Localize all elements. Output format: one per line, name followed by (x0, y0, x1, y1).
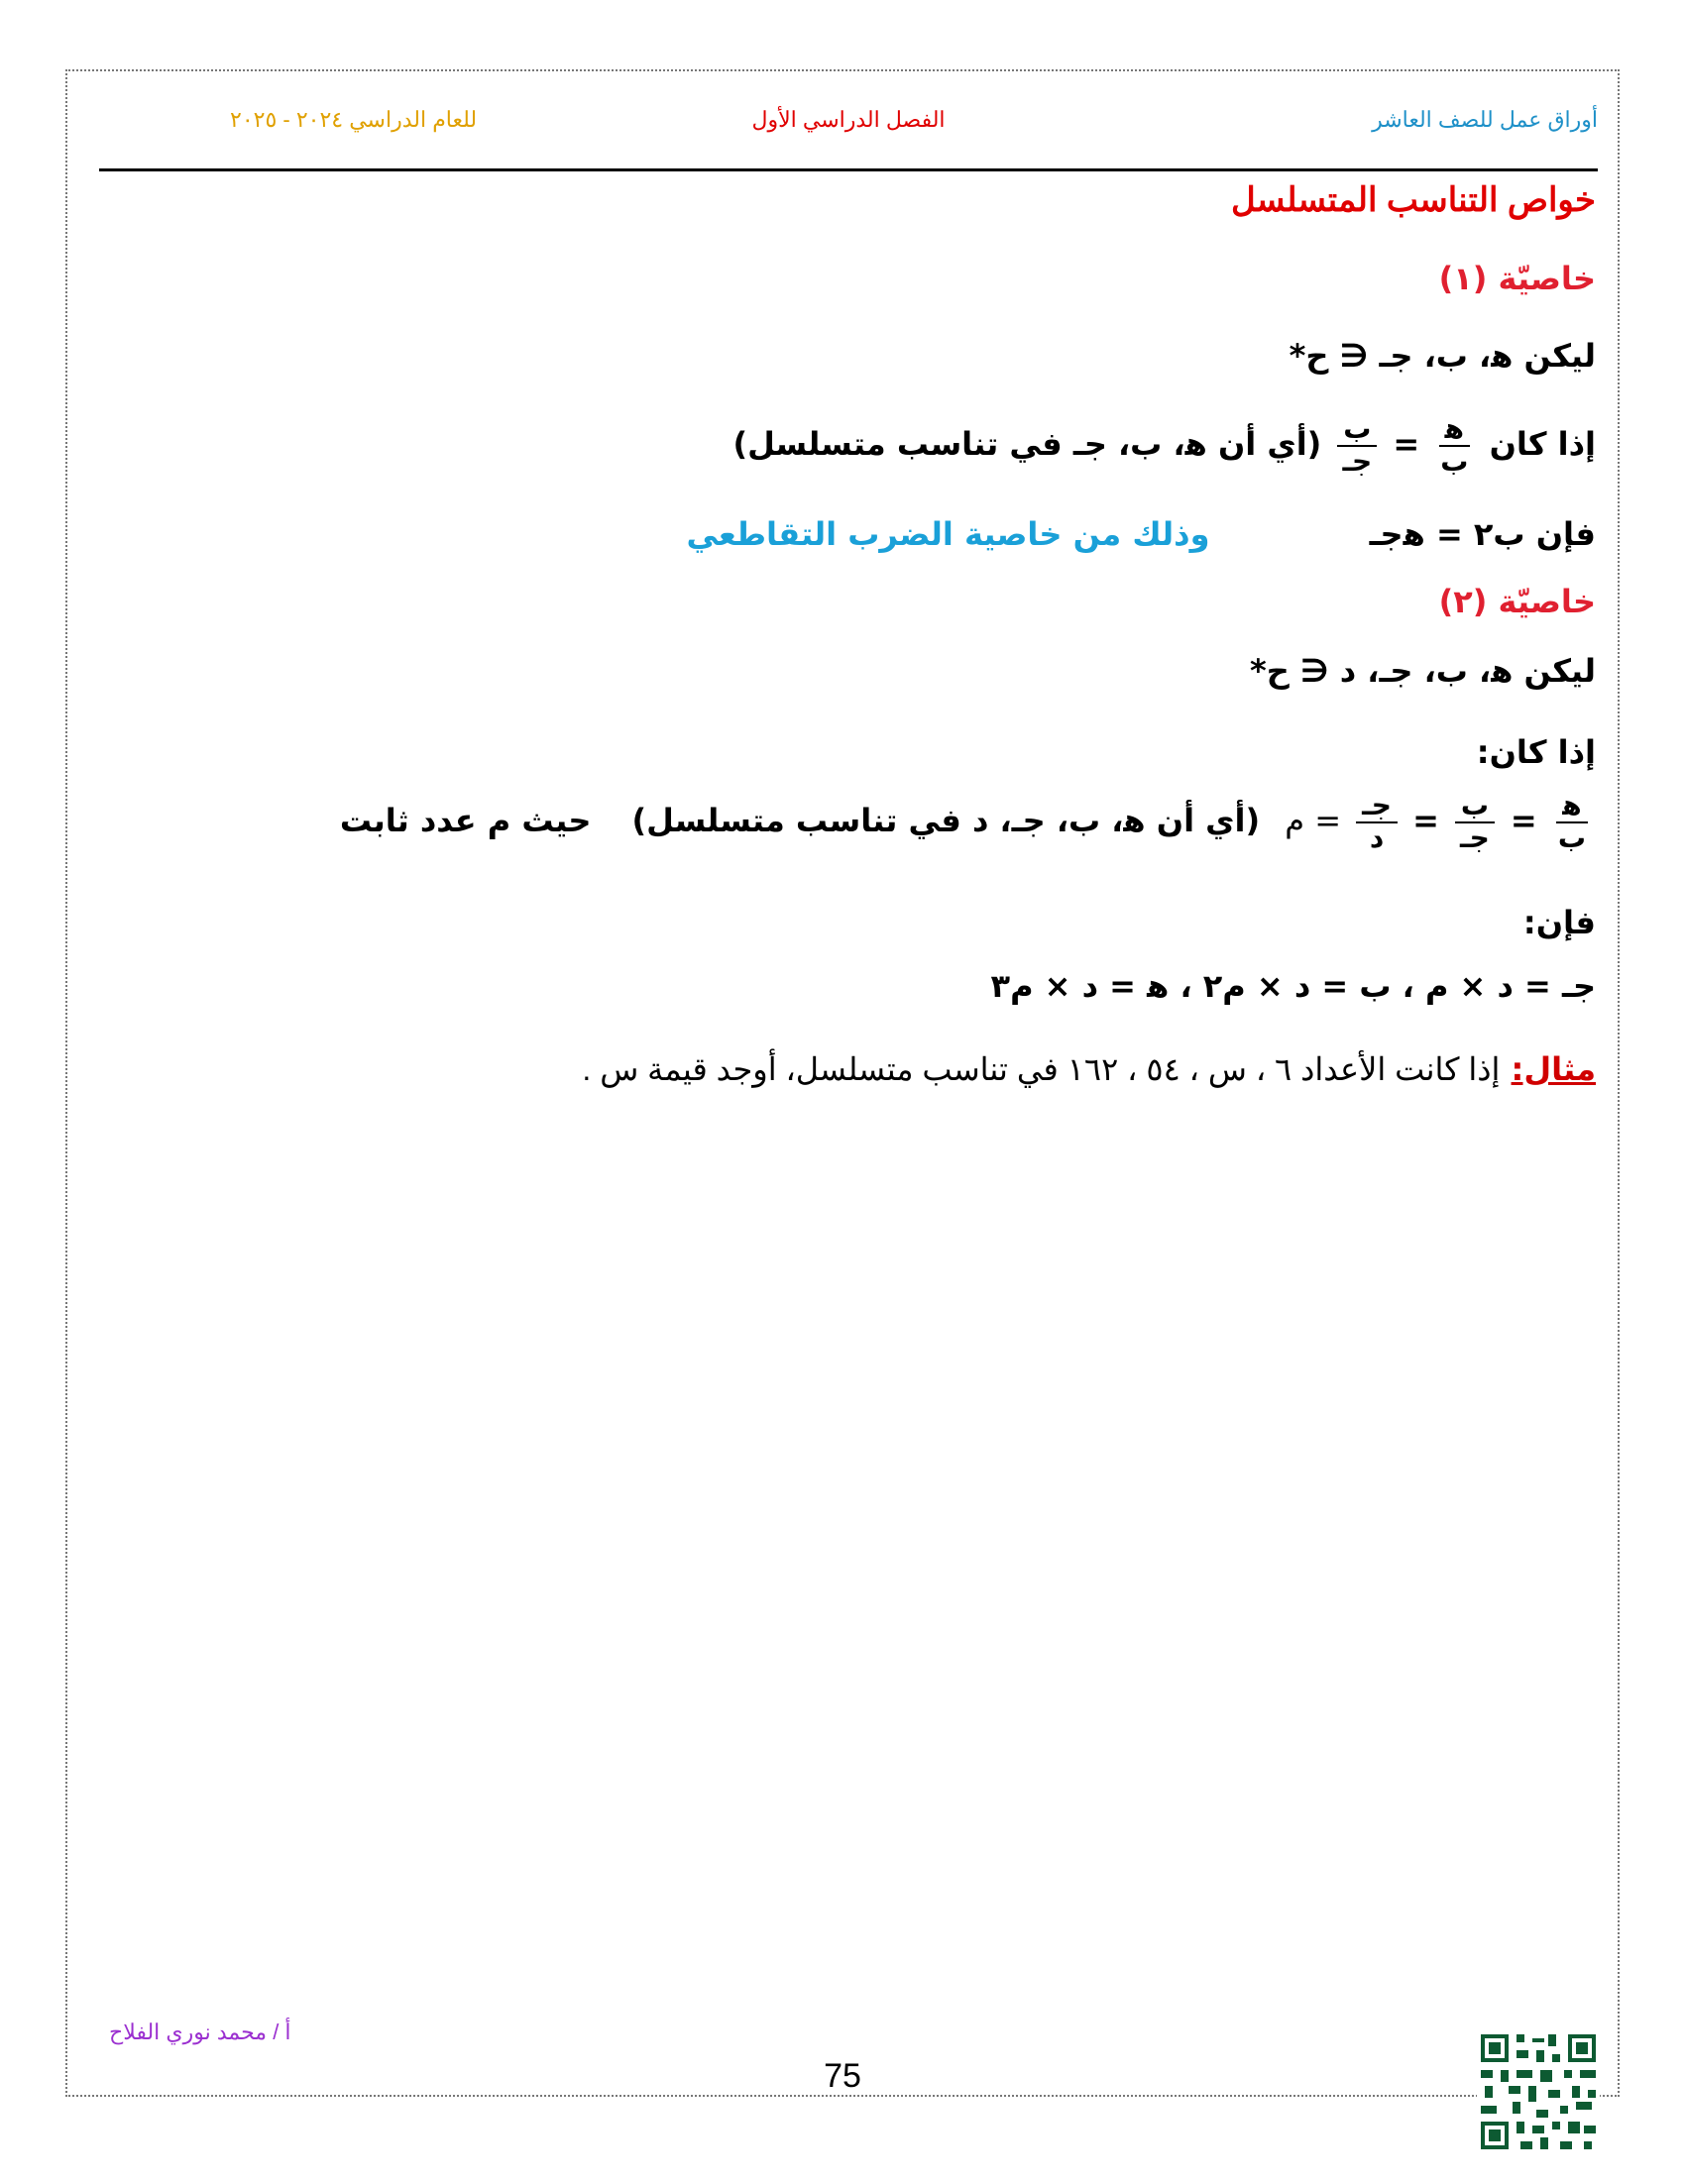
property-2-constant-note: حيث م عدد ثابت (339, 801, 592, 839)
property-1-if-note: (أي أن ﻫ، ب، جـ في تناسب متسلسل) (732, 424, 1322, 463)
author-name: أ / محمد نوري الفلاح (109, 2020, 291, 2044)
equals-sign: = (1393, 424, 1420, 463)
fraction-numerator: جـ (1356, 791, 1398, 823)
property-2-label: خاصيّة (٢) (1438, 583, 1596, 620)
header-divider (99, 168, 1598, 171)
property-1-then-row (99, 515, 1596, 553)
property-2-if (340, 791, 1596, 854)
fraction-denominator: د (1369, 820, 1385, 854)
fraction-numerator: ب (1337, 414, 1377, 447)
fraction-denominator: ب (1440, 444, 1469, 478)
fraction-c-over-d (1356, 791, 1398, 854)
fraction-denominator: جـ (1460, 820, 1490, 854)
property-1-label: خاصيّة (١) (1438, 260, 1596, 297)
header (99, 107, 1598, 147)
qr-code-icon (1477, 2029, 1600, 2154)
fraction-b-over-c (1454, 791, 1496, 854)
example-label: مثال: (1511, 1050, 1596, 1088)
property-2-result: جـ = د × م ، ب = د × م٢ ، ﻫ = د × م٣ (990, 967, 1596, 1005)
property-1-if-prefix: إذا كان (1489, 424, 1596, 463)
page-title: خواص التناسب المتسلسل (1231, 181, 1596, 219)
example (582, 1050, 1596, 1088)
fraction-numerator: ب (1455, 791, 1495, 823)
fraction-b-over-c (1336, 414, 1378, 478)
page-number: 75 (824, 2057, 861, 2095)
property-2-if-label: إذا كان: (1476, 733, 1596, 771)
equals-sign: = (1412, 801, 1439, 839)
fraction-a-over-b (1552, 791, 1592, 854)
equals-m: = م (1285, 801, 1342, 839)
fraction-denominator: جـ (1342, 444, 1373, 478)
header-semester: الفصل الدراسي الأول (751, 107, 946, 132)
equals-sign: = (1510, 801, 1537, 839)
property-1-then: فإن ب٢ = ﻫجـ (1369, 515, 1596, 553)
fraction-numerator: ﻫ (1439, 414, 1470, 447)
property-2-let: ليكن ﻫ، ب، جـ، د ∈ ح* (1249, 652, 1596, 690)
fraction-numerator: ﻫ (1556, 791, 1587, 823)
property-1-if (732, 414, 1596, 478)
property-1-let: ليكن ﻫ، ب، جـ ∈ ح* (1289, 337, 1596, 375)
header-school-year: للعام الدراسي ٢٠٢٤ - ٢٠٢٥ (230, 107, 478, 132)
fraction-a-over-b (1434, 414, 1474, 478)
property-1-then-note: وذلك من خاصية الضرب التقاطعي (686, 515, 1210, 553)
property-2-if-note: (أي أن ﻫ، ب، جـ، د في تناسب متسلسل) (631, 801, 1261, 839)
property-2-then-label: فإن: (1522, 904, 1596, 941)
fraction-denominator: ب (1557, 820, 1586, 854)
example-text: إذا كانت الأعداد ٦ ، س ، ٥٤ ، ١٦٢ في تناسب متسلسل، أوجد قيمة س . (582, 1051, 1501, 1087)
header-worksheet-title: أوراق عمل للصف العاشر (1372, 107, 1598, 132)
